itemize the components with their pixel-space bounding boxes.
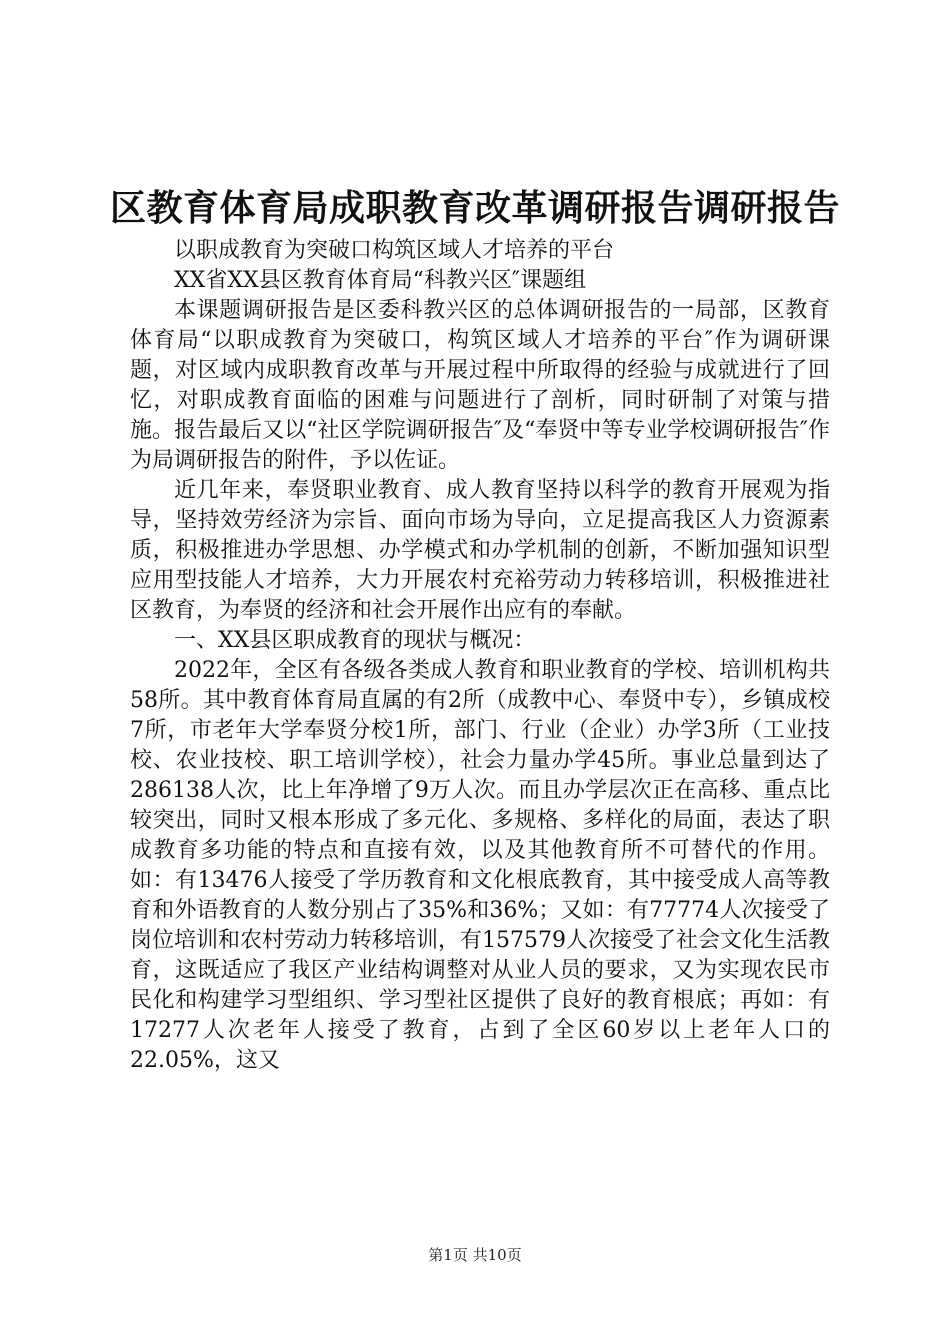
page-number-footer: 第1页 共10页 <box>428 1246 522 1264</box>
paragraph-intro: 本课题调研报告是区委科教兴区的总体调研报告的一局部，区教育体育局“以职成教育为突破口，构筑区域人才培养的平台″作为调研课题，对区域内成职教育改革与开展过程中所取得的经验与成就进行了回忆，对职成教育面临的困难与问题进行了剖析，同时研制了对策与措施。报告最后又以“社区学院调研报告″及“奉贤中等专业学校调研报告″作为局调研报告的附件，予以佐证。 <box>130 298 830 473</box>
document-body <box>130 236 830 1076</box>
subtitle-line: 以职成教育为突破口构筑区域人才培养的平台 <box>174 238 615 263</box>
author-line: XX省XX县区教育体育局“科教兴区″课题组 <box>174 268 587 293</box>
paragraph-overview: 近几年来，奉贤职业教育、成人教育坚持以科学的教育开展观为指导，坚持效劳经济为宗旨、面向市场为导向，立足提高我区人力资源素质，积极推进办学思想、办学模式和办学机制的创新，不断加强知识型应用型技能人才培养，大力开展农村充裕劳动力转移培训，积极推进社区教育，为奉贤的经济和社会开展作出应有的奉献。 <box>130 478 830 623</box>
section-heading: 一、XX县区职成教育的现状与概况： <box>174 628 536 653</box>
paragraph-statistics: 2022年，全区有各级各类成人教育和职业教育的学校、培训机构共58所。其中教育体育局直属的有2所（成教中心、奉贤中专），乡镇成校7所，市老年大学奉贤分校1所，部门、行业（企业）办学3所（工业技校、农业技校、职工培训学校），社会力量办学45所。事业总量到达了286138人次，比上年净增了9万人次。而且办学层次正在高移、重点比较突出，同时又根本形成了多元化、多规格、多样化的局面，表达了职成教育多功能的特点和直接有效，以及其他教育所不可替代的作用。如：有13476人接受了学历教育和文化根底教育，其中接受成人高等教育和外语教育的人数分别占了35%和36%；又如：有77774人次接受了岗位培训和农村劳动力转移培训，有157579人次接受了社会文化生活教育，这既适应了我区产业结构调整对从业人员的要求，又为实现农民市民化和构建学习型组织、学习型社区提供了良好的教育根底；再如：有17277人次老年人接受了教育，占到了全区60岁以上老年人口的22.05%，这又 <box>130 658 830 1073</box>
document-title: 区教育体育局成职教育改革调研报告调研报告 <box>109 187 840 229</box>
